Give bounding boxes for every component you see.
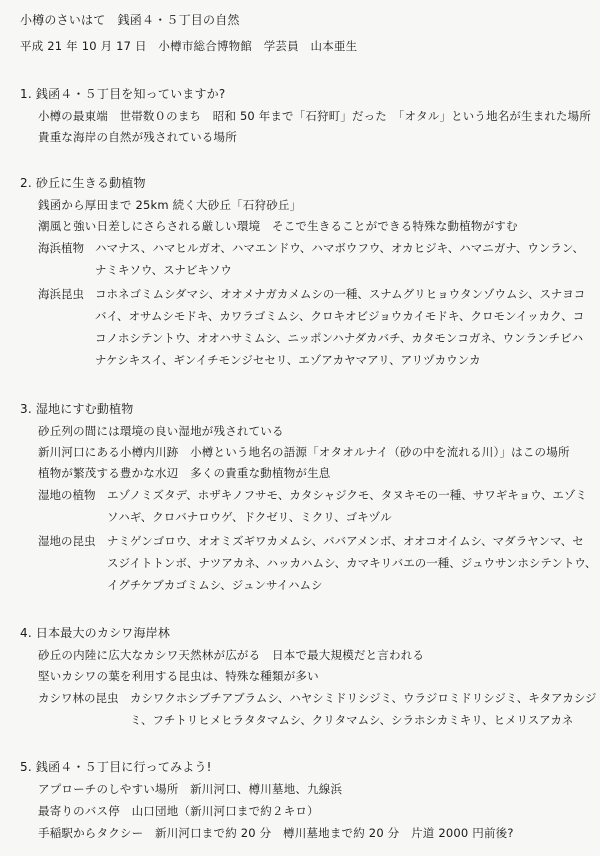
list-item: ナミゲンゴロウ、オオミズギワカメムシ、ババアメンボ、オオコオイムシ、マダラヤンマ、セ (107, 534, 584, 548)
category-label-beach-plants: 海浜植物 (38, 241, 84, 255)
document-meta: 平成 21 年 10 月 17 日 小樽市総合博物館 学芸員 山本亜生 (20, 39, 358, 53)
category-label-wetland-plants: 湿地の植物 (38, 488, 96, 502)
category-label-beach-insects: 海浜昆虫 (38, 287, 84, 301)
category-label-wetland-insects: 湿地の昆虫 (38, 534, 96, 548)
section-3-line-3: 植物が繁茂する豊かな水辺 多くの貴重な動植物が生息 (38, 466, 331, 480)
category-list-oak-insects (130, 691, 600, 735)
category-list-beach-insects (95, 287, 585, 375)
list-item: コホネゴミムシダマシ、オオメナガカメムシの一種、スナムグリヒョウタンゾウムシ、スナヨコ (95, 287, 586, 301)
list-item: イグチケブカゴミムシ、ジュンサイハムシ (107, 578, 323, 592)
section-4-line-1: 砂丘の内陸に広大なカシワ天然林が広がる 日本で最大規模だと言われる (38, 648, 425, 662)
list-item: ナケシキスイ、ギンイチモンジセセリ、エゾアカヤマアリ、アリヅカウンカ (95, 353, 481, 367)
section-5-line-2: 最寄りのバス停 山口団地（新川河口まで約２キロ） (38, 804, 319, 818)
section-4-line-2: 堅いカシワの葉を利用する昆虫は、特殊な種類が多い (38, 669, 319, 683)
section-3-line-2: 新川河口にある小樽内川跡 小樽という地名の語源「オタオルナイ（砂の中を流れる川）」はこの場所 (38, 445, 570, 459)
document-title: 小樽のさいはて 銭函４・５丁目の自然 (20, 13, 240, 27)
section-5-line-1: アプローチのしやすい場所 新川河口、樽川墓地、九線浜 (38, 782, 343, 796)
list-item: ソハギ、クロバナロウゲ、ドクゼリ、ミクリ、ゴキヅル (107, 510, 392, 524)
list-item: バイ、オサムシモドキ、カワラゴミムシ、クロキオビジョウカイモドキ、クロモンイッカク、コ (95, 309, 585, 323)
section-2-line-1: 銭函から厚田まで 25km 続く大砂丘「石狩砂丘」 (38, 198, 302, 212)
section-2-line-2: 潮風と強い日差しにさらされる厳しい環境 そこで生きることができる特殊な動植物がすむ (38, 219, 518, 233)
category-label-oak-insects: カシワ林の昆虫 (38, 691, 119, 705)
list-item: ナミキソウ、スナビキソウ (95, 263, 232, 277)
list-item: スジイトトンボ、ナツアカネ、ハッカハムシ、カマキリバエの一種、ジュウサンホシテントウ、 (107, 556, 597, 570)
list-item: ミ、フチトリヒメヒラタタマムシ、クリタマムシ、シラホシカミキリ、ヒメリスアカネ (130, 713, 574, 727)
section-5-line-3: 手稲駅からタクシー 新川河口まで約 20 分 樽川墓地まで約 20 分 片道 2000 円前後? (38, 826, 514, 840)
list-item: コノホシテントウ、オオハサミムシ、ニッポンハナダカバチ、カタモンコガネ、ウンランチビハ (95, 331, 584, 345)
category-list-beach-plants (95, 241, 584, 285)
section-1-line-1: 小樽の最東端 世帯数０のまち 昭和 50 年まで「石狩町」だった 「オタル」という地名が生まれた場所 (38, 109, 591, 123)
section-4-heading: 4. 日本最大のカシワ海岸林 (20, 626, 171, 640)
category-list-wetland-plants (107, 488, 587, 532)
section-3-heading: 3. 湿地にすむ動植物 (20, 402, 134, 416)
list-item: カシワクホシブチアブラムシ、ハヤシミドリシジミ、ウラジロミドリシジミ、キタアカシジ (130, 691, 597, 705)
section-3-line-1: 砂丘列の間には環境の良い湿地が残されている (38, 424, 284, 438)
section-2-heading: 2. 砂丘に生きる動植物 (20, 176, 146, 190)
section-1-line-2: 貴重な海岸の自然が残されている場所 (38, 130, 237, 144)
section-5-heading: 5. 銭函４・５丁目に行ってみよう! (20, 760, 212, 774)
category-list-wetland-insects (107, 534, 596, 600)
list-item: エゾノミズタデ、ホザキノフサモ、カタシャジクモ、タヌキモの一種、サワギキョウ、エゾミ (107, 488, 587, 502)
section-1-heading: 1. 銭函４・５丁目を知っていますか? (20, 87, 226, 101)
list-item: ハマナス、ハマヒルガオ、ハマエンドウ、ハマボウフウ、オカヒジキ、ハマニガナ、ウンラン、 (95, 241, 584, 255)
